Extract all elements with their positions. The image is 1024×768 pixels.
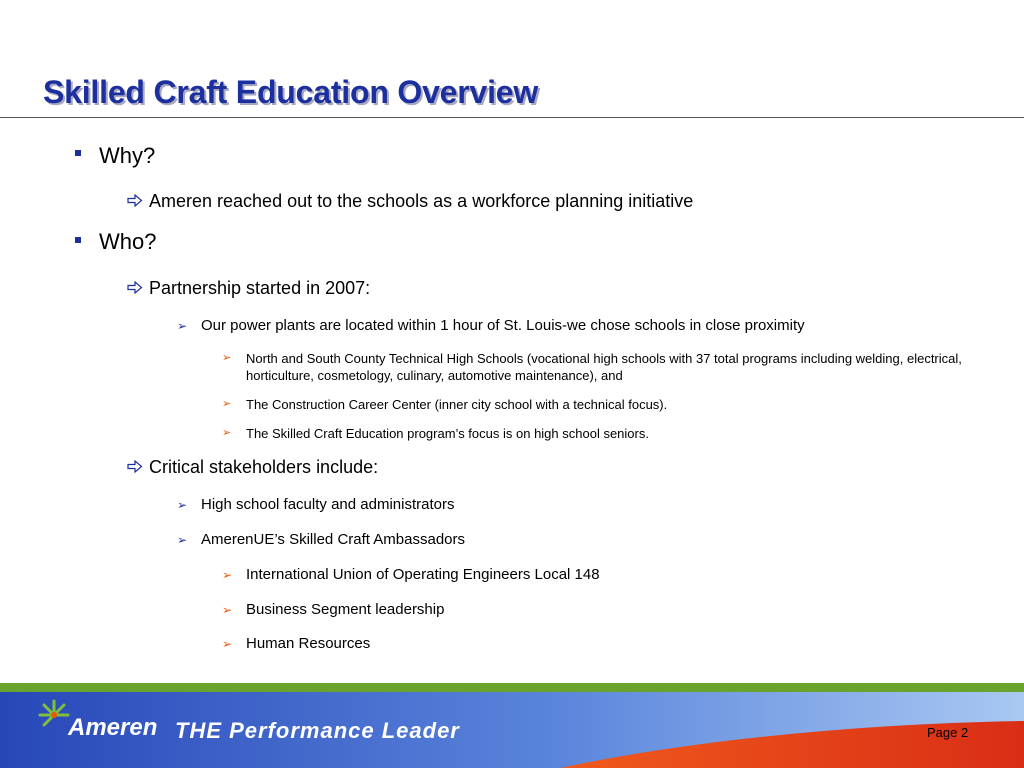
slide-title: Skilled Craft Education Overview bbox=[43, 74, 539, 110]
outline-arrow-icon bbox=[127, 194, 143, 207]
orange-arrowhead-icon: ➢ bbox=[222, 398, 232, 410]
ambassador-text: Business Segment leadership bbox=[246, 601, 445, 618]
stakeholders-label: Critical stakeholders include: bbox=[149, 457, 379, 477]
blue-arrowhead-icon: ➢ bbox=[177, 498, 188, 512]
brand-name: Ameren bbox=[68, 714, 158, 741]
bullet-why-label: Why? bbox=[99, 143, 156, 168]
stakeholder-text: High school faculty and administrators bbox=[201, 496, 455, 513]
page-number: Page 2 bbox=[927, 725, 969, 740]
blue-arrowhead-icon: ➢ bbox=[177, 533, 188, 547]
square-bullet-icon bbox=[75, 150, 81, 156]
ambassador-text: International Union of Operating Engineers Local 148 bbox=[246, 566, 600, 583]
stakeholder-text: AmerenUE’s Skilled Craft Ambassadors bbox=[201, 531, 465, 548]
partnership-text: Partnership started in 2007: bbox=[149, 278, 371, 298]
school-text: The Construction Career Center (inner city school with a technical focus). bbox=[246, 397, 668, 412]
school-text: The Skilled Craft Education program’s focus is on high school seniors. bbox=[246, 426, 649, 441]
ameren-pinwheel-logo bbox=[36, 697, 72, 733]
footer-tagline: THE Performance Leader bbox=[175, 718, 460, 743]
blue-arrowhead-icon: ➢ bbox=[177, 319, 188, 333]
why-reason-text: Ameren reached out to the schools as a workforce planning initiative bbox=[149, 191, 694, 211]
title-divider bbox=[0, 117, 1024, 118]
orange-arrowhead-icon: ➢ bbox=[222, 603, 233, 617]
orange-arrowhead-icon: ➢ bbox=[222, 637, 233, 651]
bullet-who-label: Who? bbox=[99, 229, 157, 254]
square-bullet-icon bbox=[75, 237, 81, 243]
ambassador-text: Human Resources bbox=[246, 635, 371, 652]
orange-arrowhead-icon: ➢ bbox=[222, 427, 232, 439]
plants-text: Our power plants are located within 1 hour of St. Louis-we chose schools in close proximity bbox=[201, 317, 805, 334]
school-text: North and South County Technical High Schools (vocational high schools with 37 total programs including welding, electrical, horticulture, cosmetology, culinary, automotive maintenance), and bbox=[246, 351, 962, 383]
outline-arrow-icon bbox=[127, 281, 143, 294]
outline-arrow-icon bbox=[127, 460, 143, 473]
orange-arrowhead-icon: ➢ bbox=[222, 568, 233, 582]
orange-arrowhead-icon: ➢ bbox=[222, 352, 232, 364]
